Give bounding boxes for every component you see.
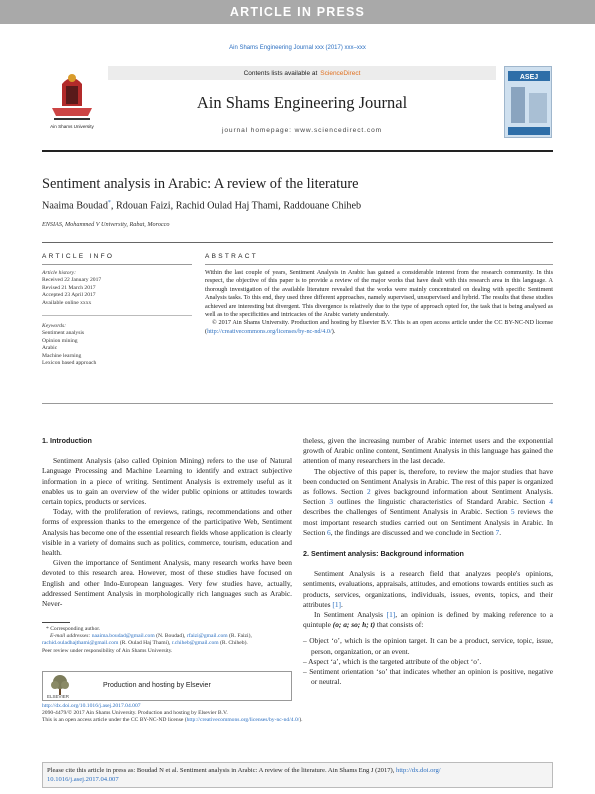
- citation-link[interactable]: [1]: [332, 599, 341, 609]
- affiliation: ENSIAS, Mohammed V University, Rabat, Morocco: [42, 221, 170, 228]
- doi-link[interactable]: http://dx.doi.org/10.1016/j.asej.2017.04.007: [42, 703, 141, 709]
- paragraph: The objective of this paper is, therefore, to review the major studies that have been conducted on Sentiment Analysis in Arabic. The rest of this paper is organized as follows. Section 2 gives background information about Sentiment Analysis. Section 3 outlines the linguistic characteristics of Standard Arabic. Section 4 describes the challenges of Sentiment Analysis in Arabic. Section 5 reviews the most important research studies carried out on Sentiment Analysis in Arabic. In Section 6, the findings are discussed and we conclude in Section 7.: [303, 466, 553, 537]
- elsevier-tree-icon: [47, 674, 73, 696]
- history-item: Received 22 January 2017: [42, 277, 102, 284]
- article-in-press-banner: ARTICLE IN PRESS: [0, 0, 595, 24]
- keyword: Opinion mining: [42, 337, 78, 344]
- author-name: Naaima Boudad: [42, 200, 108, 212]
- left-column: [42, 436, 292, 609]
- journal-header: [108, 66, 496, 142]
- sciencedirect-link[interactable]: ScienceDirect: [320, 69, 361, 77]
- keyword: Lexicon based approach: [42, 360, 97, 367]
- license-link[interactable]: http://creativecommons.org/licenses/by-nc-nd/4.0/: [207, 327, 332, 335]
- divider: [205, 264, 553, 265]
- divider: [42, 315, 192, 316]
- paragraph: In Sentiment Analysis [1], an opinion is defined by making reference to a quintuple (o; a; so; h; t) that consists of:: [303, 610, 553, 630]
- cover-text: ASEJ: [519, 74, 539, 81]
- paragraph: Sentiment Analysis (also called Opinion Mining) refers to the use of Natural Language Processing and Machine Learning to identify and extract subjective information in a piece of writing. Sentiment Analysis is extremely useful as it enables us to gain an overview of the wider public opinions or attitudes towards certain topics, products or services.: [42, 456, 292, 507]
- divider: [42, 264, 192, 265]
- copyright-text: © 2017 Ain Shams University. Production and hosting by Elsevier B.V. This is an open access article under the CC BY-NC-ND license (: [205, 319, 553, 335]
- license-link[interactable]: http://creativecommons.org/licenses/by-nc-nd/4.0/: [186, 717, 300, 724]
- email-link[interactable]: naaima.boudad@gmail.com: [91, 633, 155, 640]
- peer-review-note: Peer review under responsibility of Ain Shams University.: [42, 647, 173, 654]
- corresponding-note: * Corresponding author.: [46, 626, 101, 632]
- citation-link[interactable]: [1]: [386, 610, 396, 620]
- email-link[interactable]: rfaizi@gmail.com: [186, 633, 228, 640]
- history-item: Revised 21 March 2017: [42, 284, 96, 291]
- definition-list: [303, 636, 553, 687]
- journal-title: Ain Shams Engineering Journal: [196, 93, 408, 112]
- emails: E-mail addresses: naaima.boudad@gmail.com (N. Boudad), rfaizi@gmail.com (R. Faizi), rachid.ouladhajthami@gmail.com (R. Oulad Haj Thami), r.chiheb@gmail.com (R. Chiheb).: [42, 633, 252, 647]
- paragraph: Today, with the proliferation of reviews, ratings, recommendations and other forms of expression thanks to the emergence of the participative Web, Sentiment Analysis has become one of the essential research fields whose application is clearly visible in a variety of domains such as politics, commerce, tourism, education and health.: [42, 507, 292, 558]
- copyright-line: [205, 319, 553, 336]
- keyword: Sentiment analysis: [42, 330, 85, 337]
- history-item: Available online xxxx: [42, 299, 92, 306]
- header-rule: [42, 150, 553, 152]
- bottom-metadata: [42, 703, 442, 725]
- article-title: Sentiment analysis in Arabic: A review of the literature: [42, 176, 359, 192]
- contents-label: Contents lists available at: [243, 69, 318, 77]
- article-info-heading: ARTICLE INFO: [42, 253, 115, 260]
- copyright-end: ).: [331, 327, 336, 335]
- section-link[interactable]: 6: [327, 527, 331, 537]
- right-column: [303, 436, 553, 687]
- keyword: Arabic: [42, 345, 58, 352]
- citation-box: [42, 762, 553, 788]
- footnote-rule: [42, 622, 70, 623]
- citation-text: Please cite this article in press as: Boudad N et al. Sentiment analysis in Arabic: A review of the literature. Ain Shams Eng J (2017),: [47, 767, 397, 774]
- list-item: – Aspect ‘a’, which is the targeted attribute of the object ‘o’.: [303, 656, 482, 666]
- citation-doi-link[interactable]: 10.1016/j.asej.2017.04.007: [47, 776, 119, 783]
- email-link[interactable]: rachid.ouladhajthami@gmail.com: [42, 640, 119, 647]
- email-link[interactable]: r.chiheb@gmail.com: [171, 640, 219, 647]
- list-item: – Object ‘o’, which is the opinion target. It can be a product, service, topic, issue, person, organization, or an event.: [303, 636, 553, 656]
- section-link[interactable]: 3: [329, 497, 334, 507]
- elsevier-box: [42, 671, 292, 701]
- keyword: Machine learning: [42, 352, 82, 359]
- paragraph: Sentiment Analysis is a research field that analyzes people's opinions, sentiments, evaluations, appraisals, attitudes, and emotions towards entities such as products, services, organizations, individuals, issues, events, topics, and their attributes [1].: [303, 569, 553, 609]
- abstract-body: [205, 269, 553, 336]
- journal-cover-image: [504, 66, 552, 138]
- divider: [42, 242, 553, 243]
- section-link[interactable]: 4: [549, 497, 553, 507]
- section-heading: 2. Sentiment analysis: Background information: [303, 549, 464, 559]
- journal-homepage[interactable]: journal homepage: www.sciencedirect.com: [221, 127, 383, 134]
- footnote: [42, 626, 292, 655]
- corresponding-author-mark[interactable]: *: [107, 200, 111, 206]
- logo-caption: Ain Shams University: [50, 124, 94, 129]
- abstract-heading: ABSTRACT: [205, 253, 259, 260]
- section-link[interactable]: 5: [510, 507, 515, 517]
- open-access-line: This is an open access article under the CC BY-NC-ND license (http://creativecommons.org/licenses/by-nc-nd/4.0/).: [42, 717, 303, 724]
- author-list: [42, 200, 361, 211]
- section-link[interactable]: 2: [366, 487, 371, 497]
- ain-shams-university-logo: [42, 66, 102, 136]
- section-heading: 1. Introduction: [42, 436, 92, 445]
- citation-doi-link[interactable]: http://dx.doi.org/: [396, 767, 441, 774]
- production-note: Production and hosting by Elsevier: [103, 682, 211, 689]
- elsevier-wordmark: ELSEVIER: [47, 694, 70, 699]
- abstract-text: Within the last couple of years, Sentiment Analysis in Arabic has gained a considerable interest from the research community. In this respect, the objective of this paper is to provide a review of the major works that have dealt with this research area in this language. A thorough investigation of the available literature revealed that the works were mainly concentrated on dealing with specific Sentiment Analysis tasks. To this end, they used three different approaches, namely supervised, unsupervised and hybrid. The results that these studies achieved are interesting but divergent. This divergence is relatively due to the type of approach opted for, the task that is being analysed as well as to the specificities and intricacies of the Arabic variety understudy.: [205, 269, 553, 319]
- issn-line: 2090-4479/© 2017 Ain Shams University. Production and hosting by Elsevier B.V.: [42, 710, 228, 717]
- history-label: Article history:: [42, 270, 77, 276]
- section-link[interactable]: 7: [495, 527, 500, 537]
- contents-bar: [108, 66, 496, 80]
- list-item: – Sentiment orientation ‘so’ that indicates whether an opinion is positive, negative or neutral.: [303, 667, 553, 687]
- keywords-label: Keywords:: [42, 323, 67, 329]
- journal-reference-link[interactable]: Ain Shams Engineering Journal xxx (2017) xxx–xxx: [229, 45, 366, 51]
- history-item: Accepted 23 April 2017: [42, 292, 96, 299]
- keywords: [42, 323, 192, 367]
- paragraph: Given the importance of Sentiment Analysis, many research works have been devoted to this research area. However, most of these studies have focused on English and other Indo-European languages. Very few studies have, actually, addressed Sentiment Analysis in morphologically rich languages such as Arabic. Never-: [42, 558, 292, 609]
- other-authors: , Rdouan Faizi, Rachid Oulad Haj Thami, Raddouane Chiheb: [110, 200, 362, 212]
- article-history: [42, 270, 192, 307]
- quintuple: (o; a; so; h; t): [332, 620, 376, 630]
- divider: [42, 403, 553, 404]
- paragraph: theless, given the increasing number of Arabic internet users and the exponential growth of Arabic online content, Sentiment Analysis in this language has gained the attention of many researchers in the last decade.: [303, 436, 553, 466]
